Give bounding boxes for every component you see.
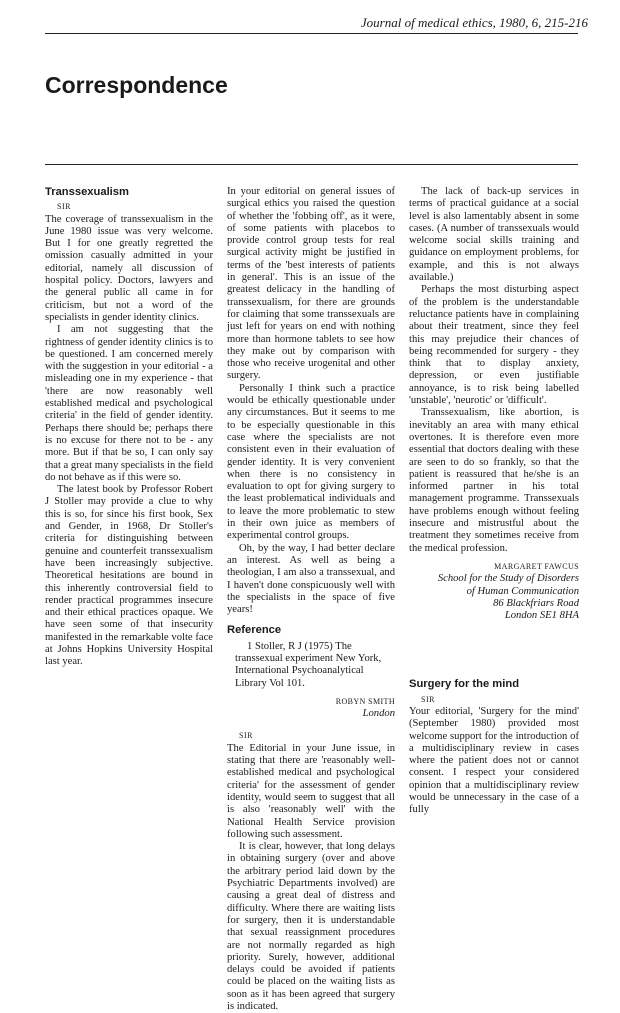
paragraph: In your editorial on general issues of surgical ethics you raised the question of whether the 'fobbing off', as it were, of some patients with placebos to provide control group tests for real surgical activity might be justified in terms of the 'best interests of patients in general'. This is an issue of the greatest delicacy in the handling of transsexualism, for there are grounds for claiming that some transsexuals are just left for years on end with nothing more than hormone tablets to see how they make out by comparison with those who receive urogenital and other surgery. <box>227 186 395 382</box>
paragraph: Your editorial, 'Surgery for the mind' (September 1980) provided most welcome support for the introduction of a multidisciplinary review in cases where the patient does not or cannot consent. I respect your considered opinion that a multidisciplinary review would be unnecessary in the case of a fully <box>409 705 579 816</box>
address-line: 86 Blackfriars Road <box>493 597 579 609</box>
signature-name: ROBYN SMITH <box>335 696 395 706</box>
salutation: SIR <box>57 202 71 212</box>
reference-entry: 1 Stoller, R J (1975) The transsexual experiment New York, International Psychoanalytical Library Vol 101. <box>235 640 382 689</box>
signature-name: MARGARET FAWCUS <box>494 561 579 571</box>
column-3 <box>409 186 579 817</box>
paragraph: The Editorial in your June issue, in stating that there are 'reasonably well-established medical and psychological criteria' for the assessment of gender identity, would seem to suggest that all is also 'reasonably well' with the National Health Service provision following such assessment. <box>227 742 395 840</box>
address-line: of Human Communication <box>466 585 579 597</box>
salutation: SIR <box>421 694 435 704</box>
page-title: Correspondence <box>45 72 228 98</box>
column-2 <box>227 186 395 1013</box>
paragraph: It is clear, however, that long delays in obtaining surgery (over and above the arbitrary period laid down by the Psychiatric Departments involved) are causing a great deal of distress and difficulty. Where there are waiting lists for surgery, then it is understandable that sexual reassignment procedures are not normally regarded as high priority. Surely, however, additional delays could be avoided if patients could be placed on the waiting lists as soon as it has been agreed that surgery is indicated. <box>227 841 395 1012</box>
paragraph: Oh, by the way, I had better declare an interest. As well as being a theologian, I am also a transsexual, and I haven't done conspicuously well with the specialists in the space of five years! <box>227 542 395 616</box>
paragraph: I am not suggesting that the rightness of gender identity clinics is to be questioned. I am concerned merely with the suggestion in your editorial - a misleading one in my experience - that 'there are now reasonably well established medical and psychological criteria' in the field of gender identity. Perhaps there should be; perhaps there is no excuse for there not to be - any more. But if that be so, I can only say that a great many specialists in the field do not behave as if this were so. <box>45 324 213 483</box>
salutation: SIR <box>239 731 253 741</box>
article-heading-transsexualism: Transsexualism <box>45 186 129 198</box>
paragraph: The coverage of transsexualism in the June 1980 issue was very welcome. But I for one greatly regretted the omission casually admitted in your editorial, namely all discussion of hospital policy. Doctors, lawyers and the general public all came in for criticism, but not a word of the specialists in gender identity clinics. <box>45 213 213 323</box>
article-heading-surgery-for-the-mind: Surgery for the mind <box>409 678 520 691</box>
paragraph: Transsexualism, like abortion, is inevitably an area with many ethical overtones. It is therefore even more essential that doctors dealing with these are seen to do so frankly, so that the patient is reassured that he/she is an informed partner in his total management programme. Transsexuals have problems enough without feeling insecure and mistrustful about the treatment they sometimes receive from the medical profession. <box>409 407 579 554</box>
paragraph: Personally I think such a practice would be ethically questionable under any circumstances. But it seems to me to be especially questionable in this case where the specialists are not consistent even in their evaluation of gender identity. It is very convenient when there is no consistency in evaluation to opt for giving surgery to the least problematical individuals and to leave the more problematic to stew in their own juice as members of experimental control groups. <box>227 382 395 542</box>
signature-robyn-smith <box>227 696 395 721</box>
address-line: London SE1 8HA <box>504 610 579 622</box>
journal-citation: Journal of medical ethics, 1980, 6, 215-216 <box>360 15 588 30</box>
signature-place: London <box>362 708 395 720</box>
paragraph: The lack of back-up services in terms of practical guidance at a social level is also lamentably absent in some cases. (A number of transsexuals would welcome social skills training and guidance on employment problems, for example, and this is not always available.) <box>409 186 579 284</box>
section-rule <box>45 164 578 165</box>
column-1 <box>45 186 213 669</box>
paragraph: Perhaps the most disturbing aspect of the problem is the understandable reluctance patients have in complaining about their treatment, since they feel this may prejudice their chances of being recommended for surgery - they think that to display anxiety, depression, or even justifiable annoyance, is to risk being labelled 'unstable', 'neurotic' or 'difficult'. <box>409 284 579 407</box>
signature-margaret-fawcus <box>409 561 579 622</box>
reference-heading: Reference <box>227 624 282 637</box>
address-line: School for the Study of Disorders <box>437 573 579 585</box>
header-rule <box>45 33 578 34</box>
paragraph: The latest book by Professor Robert J Stoller may provide a clue to why this is so, for since his first book, Sex and Gender, in 1968, Dr Stoller's criteria for distinguishing between genuine and counterfeit transsexualism have been increasingly subjective. Theoretical hesitations are bound in this inherently controversial field to render practical programmes insecure and their ethical practices opaque. We have seen some of that insecurity manifested in the remarkable volte face at Johns Hopkins University Hospital last year. <box>45 484 213 668</box>
